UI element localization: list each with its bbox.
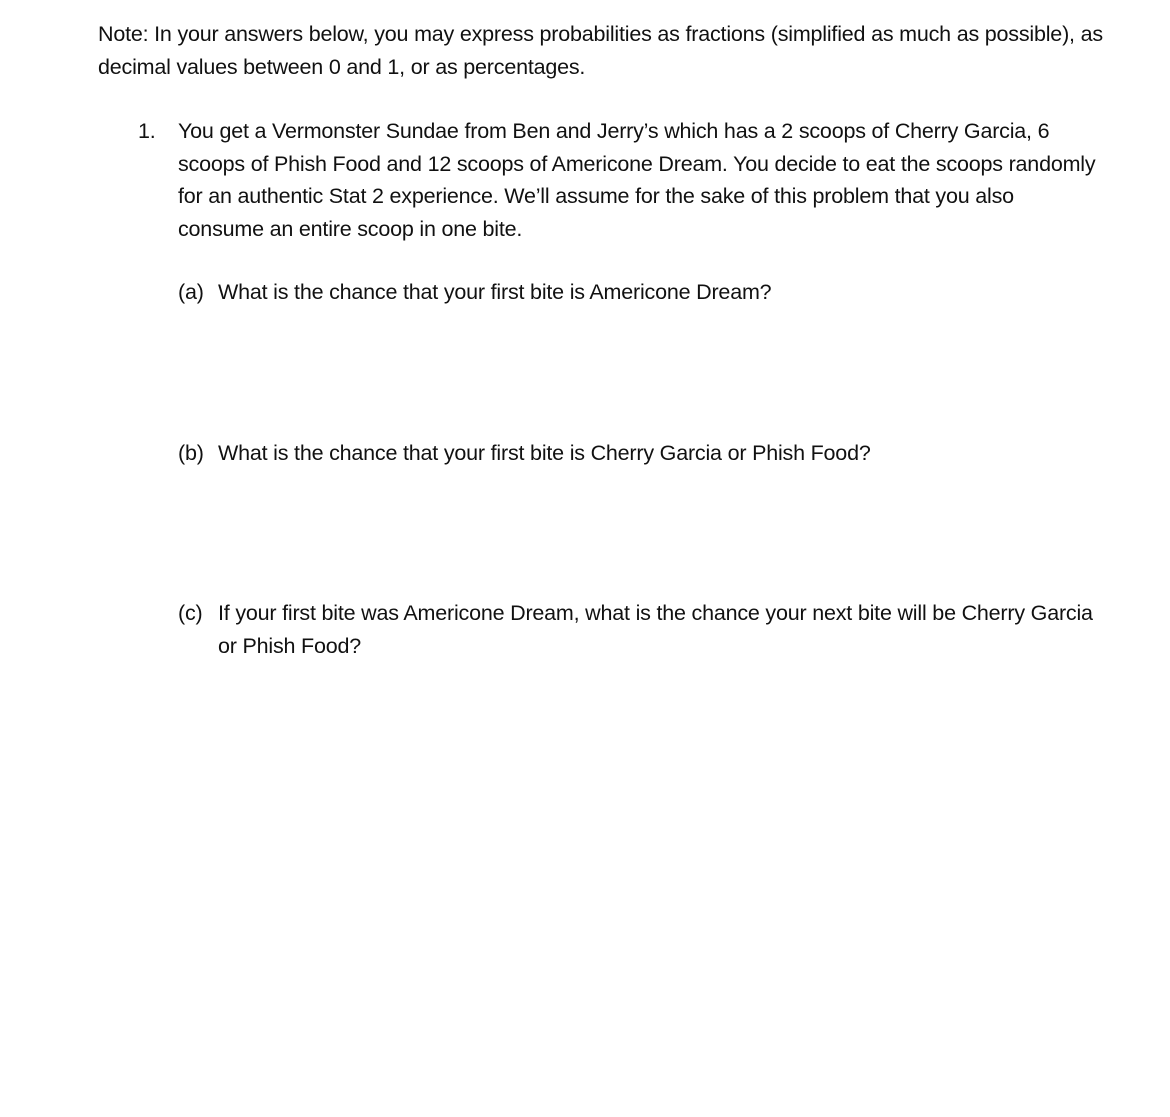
part-question-b: What is the chance that your first bite is Cherry Garcia or Phish Food?	[218, 441, 871, 465]
problem-statement: You get a Vermonster Sundae from Ben and Jerry’s which has a 2 scoops of Cherry Garcia, 6 scoops of Phish Food and 12 scoops of Americone Dream. You decide to eat the scoops randomly for an authentic Stat 2 experience. We’ll assume for the sake of this problem that you also consume an entire scoop in one bite.	[178, 119, 1096, 241]
instructions-note: Note: In your answers below, you may express probabilities as fractions (simplified as much as possible), as decimal values between 0 and 1, or as percentages.	[98, 22, 1103, 79]
part-label-a: (a)	[178, 280, 204, 304]
part-label-b: (b)	[178, 441, 204, 465]
part-question-a: What is the chance that your first bite is Americone Dream?	[218, 280, 772, 304]
problem-number: 1.	[138, 119, 156, 143]
part-question-c: If your first bite was Americone Dream, what is the chance your next bite will be Cherry Garcia or Phish Food?	[218, 601, 1093, 658]
part-label-c: (c)	[178, 601, 203, 625]
